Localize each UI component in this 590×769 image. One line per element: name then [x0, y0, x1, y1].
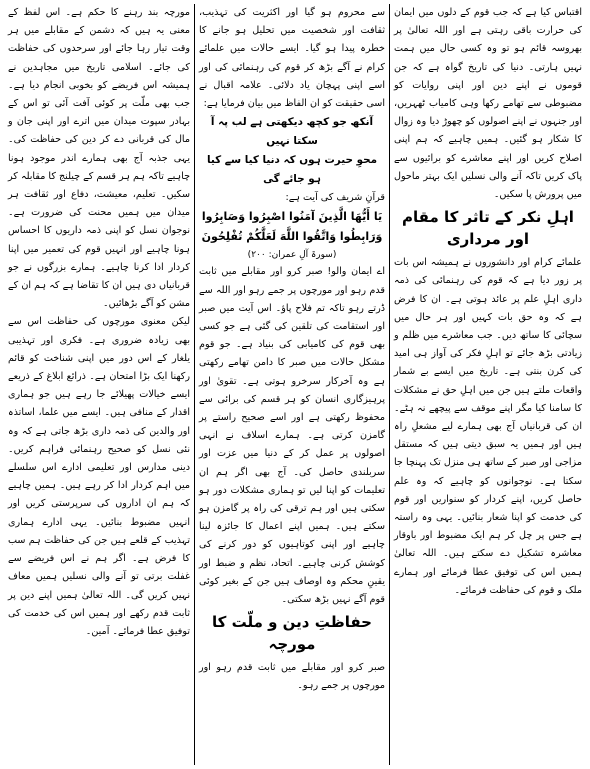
middle-paragraph-3: اے ایمان والو! صبر کرو اور مقابلے میں ثابت قدم رہو اور مورچوں پر جمے رہو اور اللہ سے ڈرتے رہو تاکہ تم فلاح پاؤ۔ اس آیت میں صبر اور استقامت کی تلقین کی گئی ہے جو کسی بھی قوم کی کامیابی کی بنیاد ہے۔ جو قوم مشکل حالات میں صبر کا دامن تھامے رکھتی ہے وہ آخرکار سرخرو ہوتی ہے۔ تقویٰ اور پرہیزگاری انسان کو ہر قسم کی برائی سے محفوظ رکھتی ہے اور اسے صحیح راستے پر گامزن کرتی ہے۔ ہمارے اسلاف نے انہی اصولوں پر عمل کر کے دنیا میں عزت اور سربلندی حاصل کی۔ آج بھی اگر ہم ان تعلیمات کو اپنا لیں تو ہماری مشکلات دور ہو سکتی ہیں اور ہم ترقی کی راہ پر گامزن ہو سکتے ہیں۔ ہمیں اپنے اعمال کا جائزہ لینا چاہیے اور اپنی کوتاہیوں کو دور کرنے کی کوشش کرنی چاہیے۔ اتحاد، نظم و ضبط اور یقینِ محکم وہ اوصاف ہیں جن کے بغیر کوئی قوم آگے نہیں بڑھ سکتی۔: [199, 266, 385, 606]
section-heading-hifazat: حفاظتِ دین و ملّت کا مورچہ: [212, 613, 372, 654]
middle-paragraph-4: صبر کرو اور مقابلے میں ثابت قدم رہو اور مورچوں پر جمے رہو۔: [199, 662, 385, 692]
poetry-couplet-line-1: آنکھ جو کچھ دیکھتی ہے لب پہ آ سکتا نہیں: [210, 116, 374, 148]
middle-column: [194, 4, 390, 765]
left-paragraph-1: مورچہ بند رہنے کا حکم ہے۔ اس لفظ کے معنی یہ ہیں کہ دشمن کے مقابلے میں ہر وقت تیار رہا جائے اور سرحدوں کی حفاظت کی جائے۔ اسلامی تاریخ میں مجاہدین نے ہمیشہ اس فریضے کو بخوبی انجام دیا ہے۔ جب بھی ملّت پر کوئی آفت آئی تو اس کے بہادر سپوت میدان میں اترے اور اپنی جان و مال کی قربانی دے کر دین کی حفاظت کی۔ یہی جذبہ آج بھی ہمارے اندر موجود ہونا چاہیے تاکہ ہم ہر قسم کے چیلنج کا مقابلہ کر سکیں۔ تعلیم، معیشت، دفاع اور ثقافت ہر میدان میں ہمیں محنت کی ضرورت ہے۔ نوجوان نسل کو اپنی ذمہ داریوں کا احساس ہونا چاہیے اور انہیں قوم کی تعمیر میں اپنا کردار ادا کرنا چاہیے۔ ہمارے بزرگوں نے جو قربانیاں دی ہیں ان کا تقاضا ہے کہ ہم ان کے مشن کو آگے بڑھائیں۔: [8, 7, 190, 310]
left-paragraph-2: لیکن معنوی مورچوں کی حفاظت اس سے بھی زیادہ ضروری ہے۔ فکری اور تہذیبی یلغار کے اس دور میں اپنی شناخت کو قائم رکھنا ایک بڑا امتحان ہے۔ ذرائع ابلاغ کے ذریعے ایسے خیالات پھیلائے جا رہے ہیں جو ہماری اقدار کے منافی ہیں۔ ایسے میں علما، اساتذہ اور والدین کی ذمہ داری بڑھ جاتی ہے کہ وہ نئی نسل کو صحیح رہنمائی فراہم کریں۔ دینی مدارس اور تعلیمی ادارے اس سلسلے میں اہم کردار ادا کر رہے ہیں۔ ہمیں چاہیے کہ ہم ان اداروں کی سرپرستی کریں اور انہیں مضبوط بنائیں۔ یہی ادارے ہماری تہذیب کے قلعے ہیں جن کی حفاظت ہم سب کا فرض ہے۔ اگر ہم نے اس فریضے سے غفلت برتی تو آنے والی نسلیں ہمیں معاف نہیں کریں گی۔ اللہ تعالیٰ ہمیں اپنے دین پر ثابت قدم رکھے اور ہمیں اس کی خدمت کی توفیق عطا فرمائے۔ آمین۔: [8, 316, 190, 637]
poetry-couplet-line-2: محوِ حیرت ہوں کہ دنیا کیا سے کیا ہو جائے گی: [206, 154, 378, 186]
right-column: [390, 4, 586, 765]
middle-paragraph-2: قرآنِ شریف کی آیت ہے:: [285, 192, 385, 204]
left-column: [4, 4, 194, 765]
middle-paragraph-1: سے محروم ہو گیا اور اکثریت کی تہذیب، ثقافت اور شخصیت میں تحلیل ہو جانے کا خطرہ پیدا ہو گیا۔ ایسے حالات میں علمائے کرام نے آگے بڑھ کر قوم کی رہنمائی کی اور اسے اپنی پہچان یاد دلائی۔ علامہ اقبال نے اسی حقیقت کو ان الفاظ میں بیان فرمایا ہے:: [199, 7, 385, 110]
quran-verse-reference: (سورۃ آلِ عمران: ۲۰۰): [247, 250, 337, 261]
quran-verse-arabic: يَا أَيُّهَا الَّذِينَ آمَنُوا اصْبِرُوا وَصَابِرُوا وَرَابِطُوا وَاتَّقُوا اللَّهَ لَعَلَّكُمْ تُفْلِحُونَ: [201, 210, 383, 244]
right-paragraph-2: علمائے کرام اور دانشوروں نے ہمیشہ اس بات پر زور دیا ہے کہ قوم کی رہنمائی کی ذمہ داری اہلِ علم پر عائد ہوتی ہے۔ ان کا فرض ہے کہ وہ حق بات کہیں اور ہر حال میں سچائی کا ساتھ دیں۔ جب معاشرے میں ظلم و زیادتی بڑھ جائے تو اہلِ فکر کی آواز ہی امید کی کرن بنتی ہے۔ تاریخ میں ایسے بے شمار واقعات ملتے ہیں جن میں اہلِ حق نے مشکلات کا سامنا کیا مگر اپنے موقف سے پیچھے نہ ہٹے۔ ان کی قربانیاں آج بھی ہمارے لیے مشعلِ راہ ہیں اور ہمیں یہ سبق دیتی ہیں کہ مستقل مزاجی اور صبر کے ساتھ ہی منزل تک پہنچا جا سکتا ہے۔ نوجوانوں کو چاہیے کہ وہ علم حاصل کریں، اپنے کردار کو سنواریں اور قوم کی خدمت کو اپنا شعار بنائیں۔ یہی وہ راستہ ہے جس پر چل کر ہم ایک مضبوط اور باوقار معاشرہ تشکیل دے سکتے ہیں۔ اللہ تعالیٰ ہمیں اس کی توفیق عطا فرمائے اور ہمارے ملک و قوم کی حفاظت فرمائے۔: [394, 257, 582, 596]
section-heading-ahl-e-fikr: اہلِ نکر کے تاثر کا مقام اور مرداری: [402, 208, 574, 249]
right-paragraph-1: اقتباس کیا ہے کہ جب قوم کے دلوں میں ایمان کی حرارت باقی رہتی ہے اور اللہ تعالیٰ پر بھروسہ قائم ہو تو وہ کسی حال میں ہمت نہیں ہارتی۔ دنیا کی تاریخ گواہ ہے کہ جن قوموں نے اپنے دین اور اپنی روایات کو مضبوطی سے تھامے رکھا وہی کامیاب ٹھہریں، اور جنہوں نے اپنے اصولوں کو چھوڑ دیا وہ زوال کا شکار ہو گئیں۔ ہمیں چاہیے کہ ہم اپنی اصلاح کریں اور اپنے معاشرے کو برائیوں سے پاک کریں تاکہ آنے والی نسلیں ایک بہتر ماحول میں پرورش پا سکیں۔: [394, 7, 582, 201]
